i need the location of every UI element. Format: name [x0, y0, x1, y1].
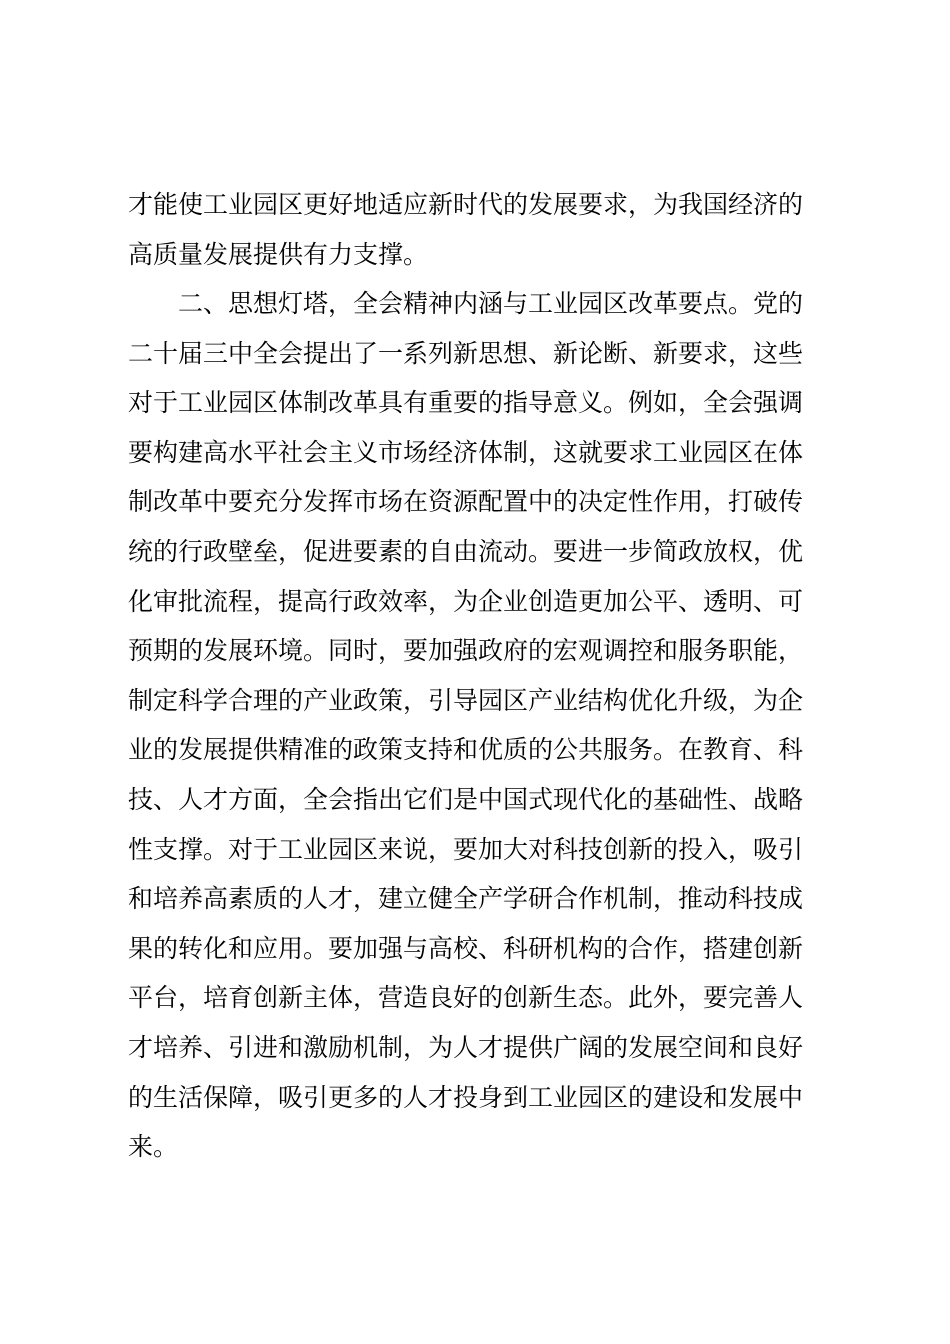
paragraph-2-line: 果的转化和应用。要加强与高校、科研机构的合作，搭建创新: [128, 933, 804, 963]
paragraph-2-line: 要构建高水平社会主义市场经济体制，这就要求工业园区在体: [128, 437, 804, 467]
paragraph-2-first-line-text: 二、思想灯塔，全会精神内涵与工业园区改革要点。党的: [178, 289, 804, 318]
paragraph-2-line: 统的行政壁垒，促进要素的自由流动。要进一步简政放权，优: [128, 536, 804, 566]
paragraph-2-line: 化审批流程，提高行政效率，为企业创造更加公平、透明、可: [128, 586, 804, 616]
paragraph-1-line: 高质量发展提供有力支撑。: [128, 239, 429, 269]
paragraph-2-line: 业的发展提供精准的政策支持和优质的公共服务。在教育、科: [128, 735, 804, 765]
paragraph-2-line: 二十届三中全会提出了一系列新思想、新论断、新要求，这些: [128, 338, 804, 368]
paragraph-2-line: 才培养、引进和激励机制，为人才提供广阔的发展空间和良好: [128, 1032, 804, 1062]
paragraph-1-line: 才能使工业园区更好地适应新时代的发展要求，为我国经济的: [128, 190, 804, 219]
paragraph-2-line: 性支撑。对于工业园区来说，要加大对科技创新的投入，吸引: [128, 834, 804, 864]
paragraph-2-line: 对于工业园区体制改革具有重要的指导意义。例如，全会强调: [128, 388, 804, 418]
paragraph-2-line: 技、人才方面，全会指出它们是中国式现代化的基础性、战略: [128, 784, 804, 814]
paragraph-2-line: 的生活保障，吸引更多的人才投身到工业园区的建设和发展中: [128, 1082, 804, 1112]
paragraph-2: [128, 279, 838, 1172]
paragraph-1: [128, 180, 838, 279]
paragraph-2-line: 来。: [128, 1132, 179, 1162]
paragraph-2-line: 制改革中要充分发挥市场在资源配置中的决定性作用，打破传: [128, 487, 804, 517]
paragraph-2-line: [128, 279, 838, 329]
paragraph-2-line: 制定科学合理的产业政策，引导园区产业结构优化升级，为企: [128, 685, 804, 715]
paragraph-2-line: 预期的发展环境。同时，要加强政府的宏观调控和服务职能，: [128, 636, 804, 666]
paragraph-2-line: 平台，培育创新主体，营造良好的创新生态。此外，要完善人: [128, 983, 804, 1013]
paragraph-2-line: 和培养高素质的人才，建立健全产学研合作机制，推动科技成: [128, 884, 804, 914]
